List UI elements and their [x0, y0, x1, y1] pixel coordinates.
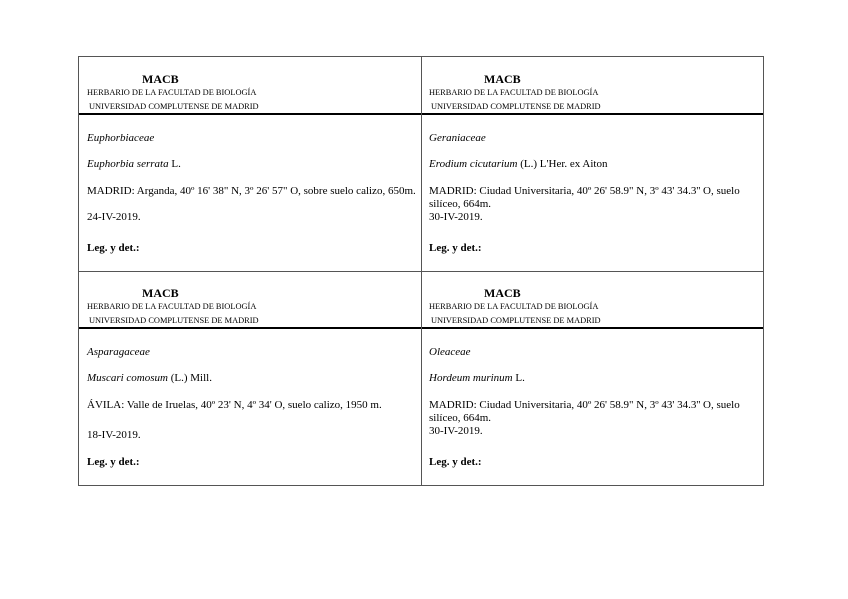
- species-binomial: Hordeum murinum: [429, 372, 513, 384]
- herbarium-name: HERBARIO DE LA FACULTAD DE BIOLOGÍA: [429, 302, 599, 311]
- header-rule: [79, 327, 421, 329]
- label-header: [79, 57, 421, 115]
- herbarium-name: HERBARIO DE LA FACULTAD DE BIOLOGÍA: [429, 88, 599, 97]
- species-author: L.: [512, 372, 525, 384]
- family-name: Euphorbiaceae: [87, 132, 155, 144]
- leg-det-label: Leg. y det.:: [87, 242, 140, 254]
- row-divider: [79, 271, 763, 272]
- collection-date: 24-IV-2019.: [87, 211, 141, 223]
- herbarium-label: [421, 57, 763, 271]
- herbarium-name: HERBARIO DE LA FACULTAD DE BIOLOGÍA: [87, 88, 257, 97]
- species-author: (L.) Mill.: [167, 372, 212, 384]
- university-name: UNIVERSIDAD COMPLUTENSE DE MADRID: [89, 316, 259, 325]
- collection-date: 18-IV-2019.: [87, 429, 141, 441]
- species-name: [429, 372, 525, 385]
- leg-det-label: Leg. y det.:: [87, 456, 140, 468]
- institution-code: MACB: [484, 72, 521, 86]
- family-name: Oleaceae: [429, 346, 471, 358]
- herbarium-label-sheet: [78, 56, 764, 486]
- label-header: [79, 271, 421, 329]
- university-name: UNIVERSIDAD COMPLUTENSE DE MADRID: [431, 102, 601, 111]
- species-name: [429, 158, 607, 171]
- species-name: [87, 372, 212, 385]
- institution-code: MACB: [484, 286, 521, 300]
- leg-det-label: Leg. y det.:: [429, 242, 482, 254]
- locality-text: MADRID: Ciudad Universitaria, 40º 26' 58.9" N, 3º 43' 34.3'' O, suelo silíceo, 664m.: [429, 185, 740, 210]
- herbarium-label: [79, 271, 421, 485]
- herbarium-label: [79, 57, 421, 271]
- family-name: Geraniaceae: [429, 132, 486, 144]
- locality-text: MADRID: Arganda, 40º 16' 38" N, 3º 26' 57" O, sobre suelo calizo, 650m.: [87, 185, 416, 197]
- herbarium-name: HERBARIO DE LA FACULTAD DE BIOLOGÍA: [87, 302, 257, 311]
- collection-date: 30-IV-2019.: [429, 425, 483, 437]
- label-header: [421, 57, 763, 115]
- species-binomial: Euphorbia serrata: [87, 158, 169, 170]
- locality-text: MADRID: Ciudad Universitaria, 40º 26' 58.9" N, 3º 43' 34.3'' O, suelo silíceo, 664m.: [429, 399, 740, 424]
- species-name: [87, 158, 181, 171]
- collection-date: 30-IV-2019.: [429, 211, 483, 223]
- header-rule: [79, 113, 421, 115]
- locality-text: ÁVILA: Valle de Iruelas, 40º 23' N, 4º 34' O, suelo calizo, 1950 m.: [87, 399, 382, 411]
- institution-code: MACB: [142, 72, 179, 86]
- species-author: (L.) L'Her. ex Aiton: [517, 158, 608, 170]
- university-name: UNIVERSIDAD COMPLUTENSE DE MADRID: [431, 316, 601, 325]
- species-binomial: Erodium cicutarium: [429, 158, 518, 170]
- species-binomial: Muscari comosum: [87, 372, 168, 384]
- header-rule: [421, 113, 763, 115]
- header-rule: [421, 327, 763, 329]
- herbarium-label: [421, 271, 763, 485]
- species-author: L.: [168, 158, 181, 170]
- institution-code: MACB: [142, 286, 179, 300]
- university-name: UNIVERSIDAD COMPLUTENSE DE MADRID: [89, 102, 259, 111]
- family-name: Asparagaceae: [87, 346, 150, 358]
- label-header: [421, 271, 763, 329]
- leg-det-label: Leg. y det.:: [429, 456, 482, 468]
